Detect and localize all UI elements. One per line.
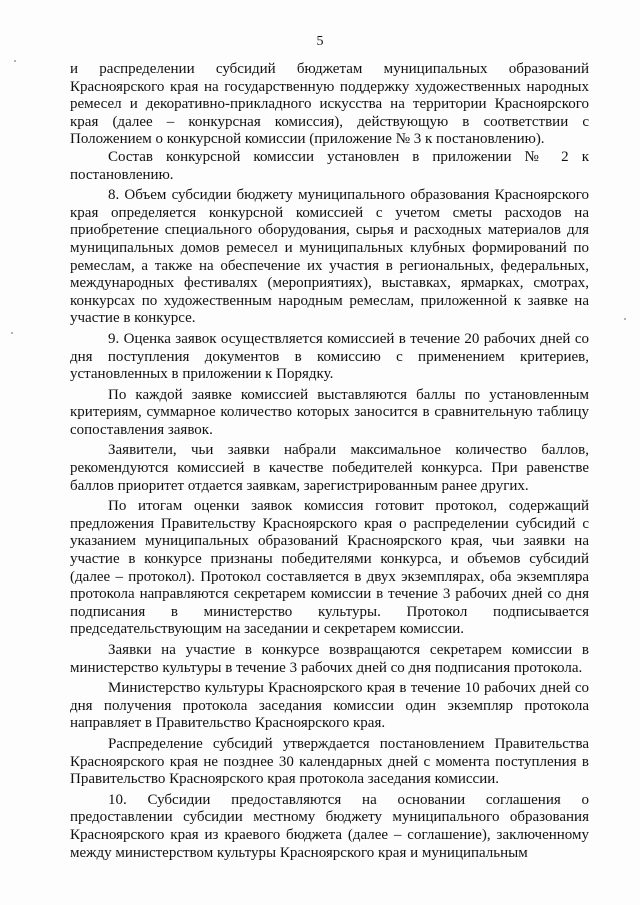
paragraph-item-9: 9. Оценка заявок осуществляется комиссией в течение 20 рабочих дней со дня поступления документов в комиссию с применением критериев, установленных в приложении к Порядку. (70, 330, 589, 383)
paragraph-applications-return: Заявки на участие в конкурсе возвращаются секретарем комиссии в министерство культуры в течение 3 рабочих дней со дня подписания протокола. (70, 642, 589, 676)
paragraph-distribution: Распределение субсидий утверждается постановлением Правительства Красноярского края не позднее 30 календарных дней с момента поступления в Правительство Красноярского края протокола заседания комиссии. (70, 735, 589, 788)
document-body (70, 61, 589, 862)
paragraph-commission-composition: Состав конкурсной комиссии установлен в приложении № 2 к постановлению. (70, 148, 589, 183)
scan-speck (14, 60, 16, 62)
paragraph-scoring: По каждой заявке комиссией выставляются баллы по установленным критериям, суммарное количество которых заносится в сравнительную таблицу сопоставления заявок. (70, 386, 589, 438)
paragraph-item-10: 10. Субсидии предоставляются на основании соглашения о предоставлении субсидии местному бюджету муниципального образования Красноярского края из краевого бюджета (далее – соглашение), заключенному между министерством культуры Красноярского края и муниципальным (70, 791, 589, 861)
paragraph-item-8: 8. Объем субсидии бюджету муниципального образования Красноярского края определяется конкурсной комиссией с учетом сметы расходов на приобретение специального оборудования, сырья и расходных материалов для муниципальных домов ремесел и муниципальных клубных формирований по ремеслам, а также на обеспечение их участия в региональных, федеральных, международных фестивалях (мероприятиях), выставках, ярмарках, смотрах, конкурсах по художественным народным ремеслам, приложенной к заявке на участие в конкурсе. (70, 187, 589, 327)
paragraph-continuation: и распределении субсидий бюджетам муниципальных образований Красноярского края на государственную поддержку художественных народных ремесел и декоративно-прикладного искусства на территории Красноярского края (далее – конкурсная комиссия), действующую в соответствии с Положением о конкурсной комиссии (приложение № 3 к постановлению). (70, 61, 589, 148)
paragraph-ministry: Министерство культуры Красноярского края в течение 10 рабочих дней со дня получения протокола заседания комиссии один экземпляр протокола направляет в Правительство Красноярского края. (70, 680, 589, 732)
paragraph-winners: Заявители, чьи заявки набрали максимальное количество баллов, рекомендуются комиссией в качестве победителей конкурса. При равенстве баллов приоритет отдается заявкам, зарегистрированным ранее других. (70, 442, 589, 494)
scan-speck (11, 332, 13, 334)
scan-speck (624, 318, 626, 320)
paragraph-protocol: По итогам оценки заявок комиссия готовит протокол, содержащий предложения Правительству Красноярского края о распределении субсидий с указанием муниципальных образований Красноярского края, чьи заявки на участие в конкурсе признаны победителями конкурса, и объемов субсидий (далее – протокол). Протокол составляется в двух экземплярах, оба экземпляра протокола направляются секретарем комиссии в течение 3 рабочих дней со дня подписания в министерство культуры. Протокол подписывается председательствующим на заседании и секретарем комиссии. (70, 498, 589, 638)
page-number: 5 (316, 34, 324, 49)
